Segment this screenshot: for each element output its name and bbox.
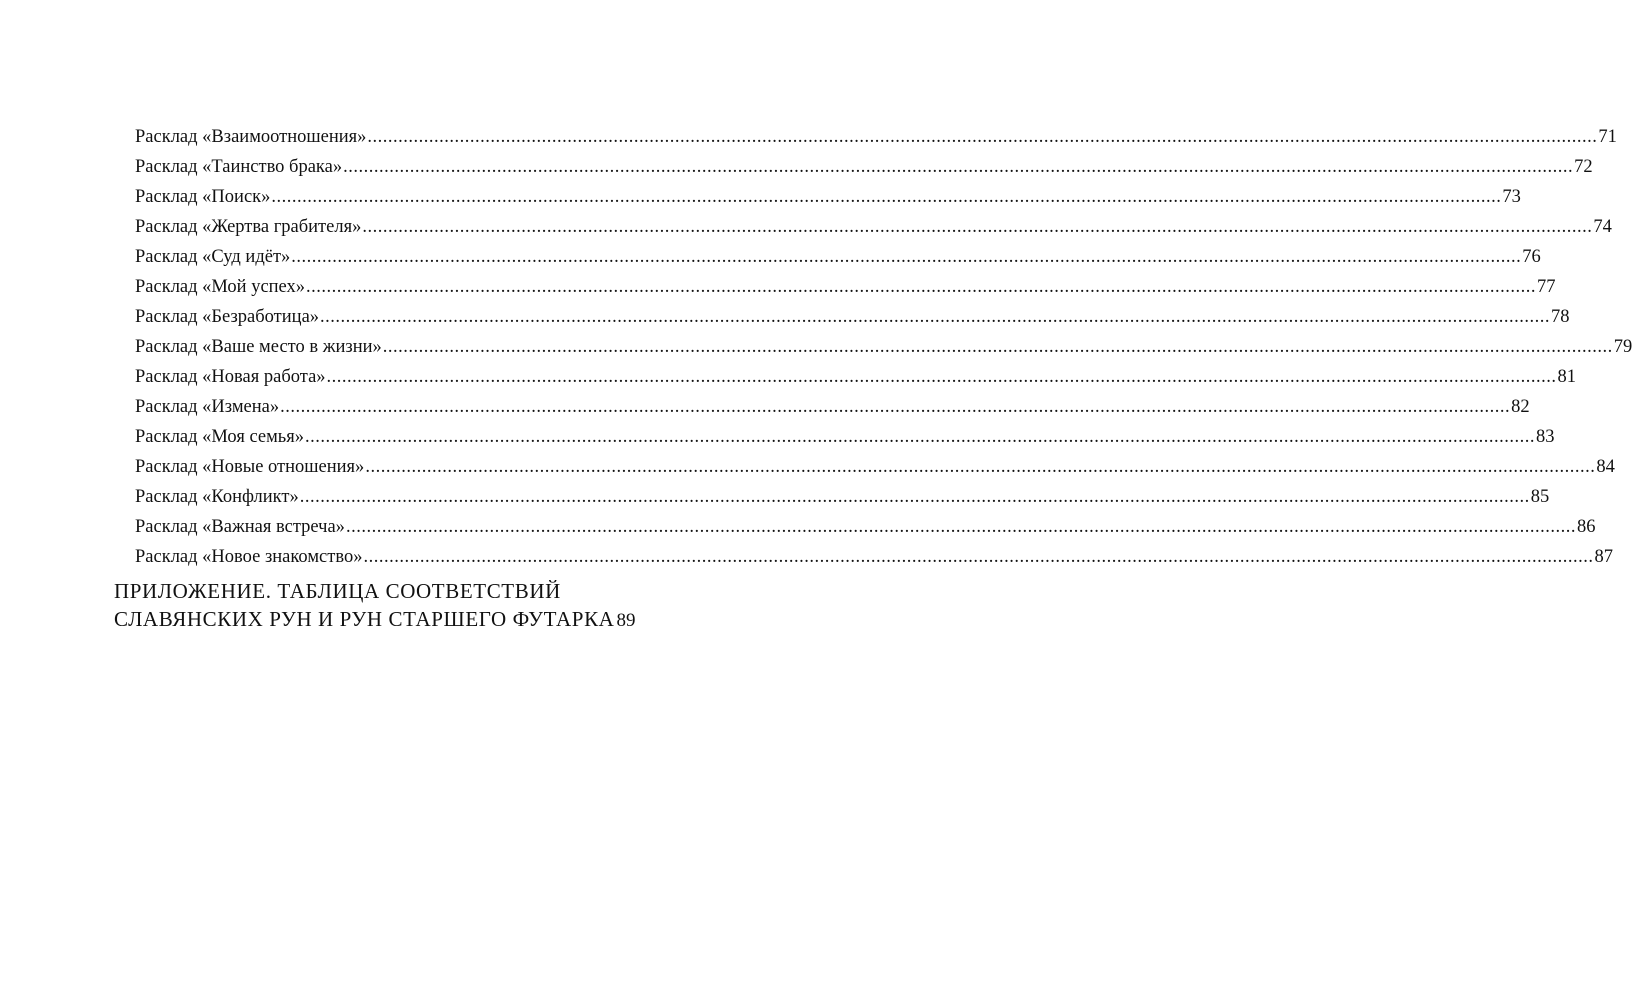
toc-entry-page: 77: [1537, 277, 1556, 297]
dot-leader: [383, 334, 1613, 360]
dot-leader: [362, 214, 1592, 240]
dot-leader: [327, 364, 1557, 390]
dot-leader: [271, 184, 1501, 210]
toc-entry: [135, 334, 1632, 360]
dot-leader: [365, 454, 1595, 480]
toc-entry: [135, 484, 1550, 510]
toc-entry-page: 82: [1511, 397, 1530, 417]
toc-entry: [135, 214, 1612, 240]
toc-entry-title: Расклад «Взаимоотношения»: [135, 127, 367, 147]
toc-entry: [135, 514, 1596, 540]
toc-entry-title: Расклад «Моя семья»: [135, 427, 305, 447]
toc-entry-page: 71: [1598, 127, 1617, 147]
toc-entry-title: Расклад «Безработица»: [135, 307, 320, 327]
toc-entry-title: Расклад «Жертва грабителя»: [135, 217, 362, 237]
toc-entry-title: Расклад «Важная встреча»: [135, 517, 345, 537]
toc-entry: [135, 544, 1613, 570]
toc-entry-title: Расклад «Новое знакомство»: [135, 547, 363, 567]
dot-leader: [306, 274, 1536, 300]
toc-entry-title: Расклад «Новая работа»: [135, 367, 326, 387]
toc-entry-title: Расклад «Конфликт»: [135, 487, 299, 507]
dot-leader: [280, 394, 1510, 420]
toc-entry: [135, 364, 1577, 390]
toc-entry-page: 78: [1551, 307, 1570, 327]
toc-entry-title: Расклад «Новые отношения»: [135, 457, 365, 477]
toc-entry-page: 87: [1594, 547, 1613, 567]
dot-leader: [367, 124, 1597, 150]
toc-entry-title: Расклад «Измена»: [135, 397, 280, 417]
appendix-heading-line1: ПРИЛОЖЕНИЕ. ТАБЛИЦА СООТВЕТСТВИЙ: [114, 579, 561, 603]
dot-leader: [300, 484, 1530, 510]
toc-entry-title: Расклад «Суд идёт»: [135, 247, 291, 267]
appendix-heading-title: СЛАВЯНСКИХ РУН И РУН СТАРШЕГО ФУТАРКА: [114, 607, 615, 631]
toc-entry: [135, 304, 1570, 330]
toc-entry: [135, 394, 1530, 420]
dot-leader: [291, 244, 1521, 270]
toc-entry: [135, 244, 1541, 270]
toc-entry-page: 72: [1574, 157, 1593, 177]
toc-entry-title: Расклад «Ваше место в жизни»: [135, 337, 382, 357]
toc-entry: [135, 124, 1617, 150]
dot-leader: [343, 154, 1573, 180]
appendix-page: 89: [616, 610, 636, 631]
toc-entry-page: 73: [1502, 187, 1521, 207]
dot-leader: [320, 304, 1550, 330]
dot-leader: [346, 514, 1576, 540]
toc-entry: [135, 154, 1593, 180]
toc-entry-title: Расклад «Поиск»: [135, 187, 271, 207]
toc-entry-title: Расклад «Таинство брака»: [135, 157, 343, 177]
toc-entry: [135, 184, 1521, 210]
toc-entry-page: 86: [1576, 517, 1596, 537]
toc-entry-page: 84: [1596, 457, 1615, 477]
dot-leader: [305, 424, 1535, 450]
toc-entry-page: 76: [1522, 247, 1541, 267]
toc-entry-page: 74: [1593, 217, 1612, 237]
toc-entry-page: 85: [1530, 487, 1550, 507]
dot-leader: [363, 544, 1593, 570]
appendix-heading-line2: [114, 605, 636, 633]
toc-entry: [135, 274, 1556, 300]
toc-entry: [135, 424, 1555, 450]
toc-entry-title: Расклад «Мой успех»: [135, 277, 306, 297]
toc-entry: [135, 454, 1615, 480]
toc-entry-page: 81: [1557, 367, 1577, 387]
toc-entry-page: 83: [1536, 427, 1555, 447]
toc-entry-page: 79: [1613, 337, 1632, 357]
